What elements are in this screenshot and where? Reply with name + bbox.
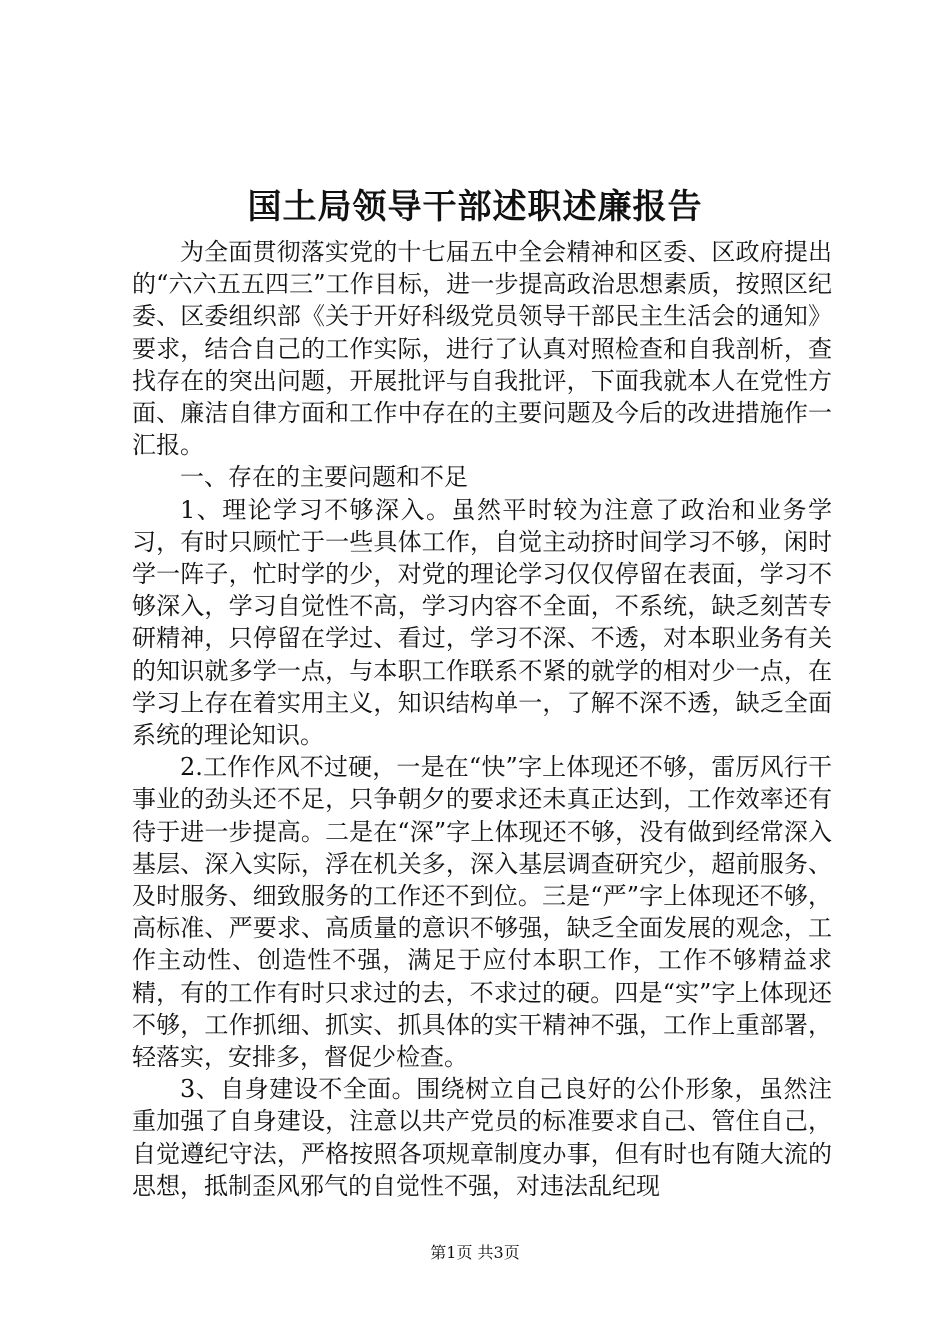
issue-paragraph-3: 3、自身建设不全面。围绕树立自己良好的公仆形象，虽然注重加强了自身建设，注意以共产党员的标准要求自己、管住自己，自觉遵纪守法，严格按照各项规章制度办事，但有时也有随大流的思想，抵制歪风邪气的自觉性不强，对违法乱纪现 bbox=[132, 1075, 832, 1200]
issue-paragraph-2: 2.工作作风不过硬，一是在“快”字上体现还不够，雷厉风行干事业的劲头还不足，只争朝夕的要求还未真正达到，工作效率还有待于进一步提高。二是在“深”字上体现还不够，没有做到经常深入基层、深入实际，浮在机关多，深入基层调查研究少，超前服务、及时服务、细致服务的工作还不到位。三是“严”字上体现还不够，高标准、严要求、高质量的意识不够强，缺乏全面发展的观念，工作主动性、创造性不强，满足于应付本职工作，工作不够精益求精，有的工作有时只求过的去，不求过的硬。四是“实”字上体现还不够，工作抓细、抓实、抓具体的实干精神不强，工作上重部署，轻落实，安排多，督促少检查。 bbox=[132, 753, 832, 1072]
document-title: 国土局领导干部述职述廉报告 bbox=[247, 187, 703, 227]
document-body bbox=[132, 236, 832, 1202]
page-footer: 第1页 共3页 bbox=[430, 1243, 520, 1262]
intro-paragraph: 为全面贯彻落实党的十七届五中全会精神和区委、区政府提出的“六六五五四三”工作目标，进一步提高政治思想素质，按照区纪委、区委组织部《关于开好科级党员领导干部民主生活会的通知》要求，结合自己的工作实际，进行了认真对照检查和自我剖析，查找存在的突出问题，开展批评与自我批评，下面我就本人在党性方面、廉洁自律方面和工作中存在的主要问题及今后的改进措施作一汇报。 bbox=[132, 238, 832, 460]
issue-paragraph-1: 1、理论学习不够深入。虽然平时较为注意了政治和业务学习，有时只顾忙于一些具体工作，自觉主动挤时间学习不够，闲时学一阵子，忙时学的少，对党的理论学习仅仅停留在表面，学习不够深入，学习自觉性不高，学习内容不全面，不系统，缺乏刻苦专研精神，只停留在学过、看过，学习不深、不透，对本职业务有关的知识就多学一点，与本职工作联系不紧的就学的相对少一点，在学习上存在着实用主义，知识结构单一，了解不深不透，缺乏全面系统的理论知识。 bbox=[132, 495, 832, 750]
section-heading: 一、存在的主要问题和不足 bbox=[180, 463, 468, 492]
